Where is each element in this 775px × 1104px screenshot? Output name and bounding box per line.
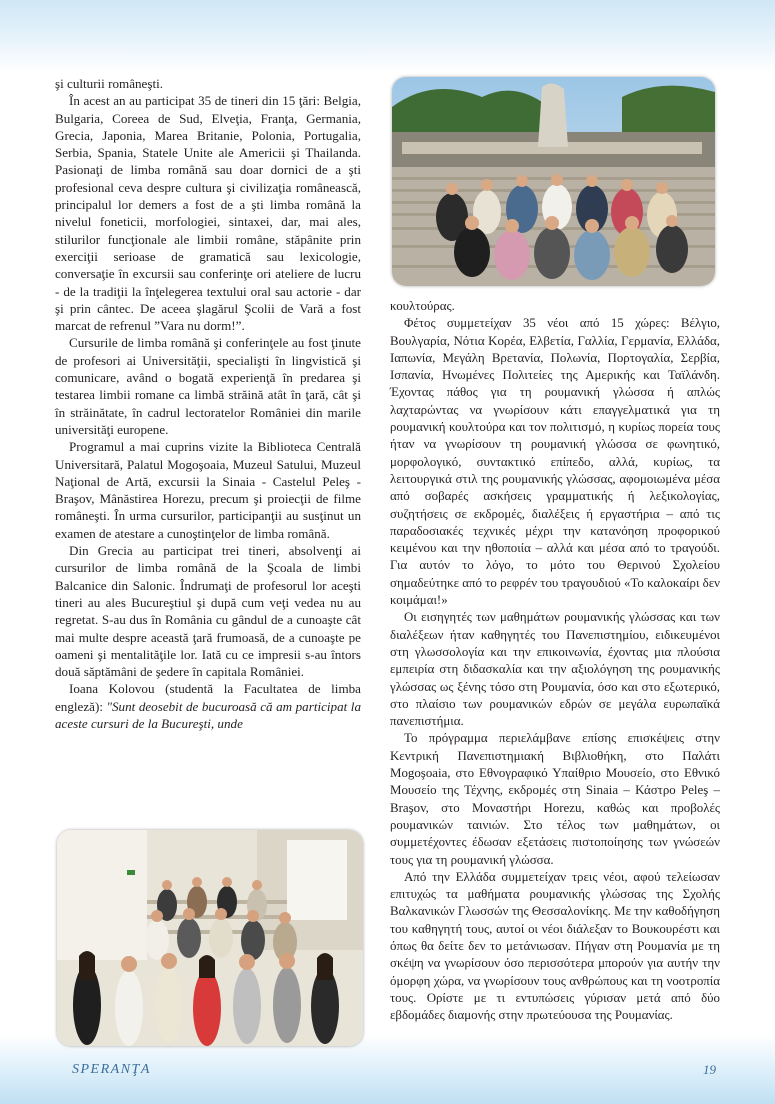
paragraph: În acest an au participat 35 de tineri din 15 ţări: Belgia, Bulgaria, Coreea de Sud, Elveţia, Franţa, Germania, Grecia, Japonia, Marea Britanie, Polonia, Portugalia, Serbia, Spania, Statele Unite ale Americii şi Thailanda. Pasionaţi de limba română sau doar dornici de a şti profesional ceva despre cultura şi civilizaţia românească, principalul lor demers a fost de a şti limba română la nivelul foneticii, morfologiei, sintaxei, dar, mai ales, stilurilor funcţionale ale limbii române, stăpânite prin exerciţii serioase de gramatică sau lexicologie, conversaţie în excursii sau conferinţe ori ateliere de lucru - de la tradiţii la înţelegerea textului oral sau actorie - dar şi prin cântec. De aceea şlagărul Şcolii de Vară a fost marcat de refrenul ”Vara nu dorm!”. bbox=[55, 93, 361, 334]
romanian-article-column bbox=[55, 75, 361, 732]
student-quote: "Sunt deosebit de bucuroasă că am participat la aceste cursuri de la Bucureşti, unde bbox=[55, 698, 361, 731]
indoor-stairs-photo-image bbox=[57, 830, 363, 1046]
palace-steps-photo-image bbox=[392, 77, 715, 286]
page-number: 19 bbox=[703, 1062, 716, 1077]
group-photo-indoor-stairs bbox=[57, 830, 363, 1046]
magazine-title: SPERANŢA bbox=[72, 1062, 151, 1077]
header-gradient-band bbox=[0, 0, 775, 72]
paragraph bbox=[55, 680, 361, 732]
paragraph: Οι εισηγητές των μαθημάτων ρουμανικής γλώσσας και των διαλέξεων ήταν καθηγητές του Πανεπιστημίου, ειδικευμένοι στη γλωσσολογία και την επικοινωνία, έχοντας μια πλούσια εμπειρία στη διδασκαλία και την αξιολόγηση της ρουμανικής γλώσσας ως ξένης τόσο στη Ρουμανία, όσο και στο εξωτερικό, στο πλαίσιο των ρουμανικών εδρών σε μεγάλα ευρωπαϊκά πανεπιστήμια. bbox=[390, 610, 720, 729]
greek-article-column bbox=[390, 298, 720, 1024]
paragraph: Το πρόγραμμα περιελάμβανε επίσης επισκέψεις στην Κεντρική Πανεπιστημιακή Βιβλιοθήκη, στο Παλάτι Mogoşoaia, στο Εθνογραφικό Υπαίθριο Μουσείο, στο Εθνικό Μουσείο της Τέχνης, εκδρομές στη Sinaia – Κάστρο Peleş – Braşov, στο Μοναστήρι Horezu, καθώς και προβολές ρουμανικών ταινιών. Στο τέλος των μαθημάτων, οι συμμετέχοντες έδωσαν εξετάσεις πιστοποίησης των γνώσεών τους για τη ρουμανική γλώσσα. bbox=[390, 731, 720, 867]
paragraph: κουλτούρας. bbox=[390, 299, 455, 313]
quote-intro: Ioana Kolovou (studentă la Facultatea de limba engleză): bbox=[55, 681, 361, 714]
group-photo-palace-steps bbox=[392, 77, 715, 286]
paragraph: Cursurile de limba română şi conferinţele au fost ţinute de profesori ai Universităţii, specialişti în lingvistică şi comunicare, având o bogată experienţă în predarea şi testarea limbii romane ca limbă străină atât în ţară, cât şi în străinătate, în cadrul lectoratelor României din marile universităţi europene. bbox=[55, 335, 361, 437]
paragraph: Φέτος συμμετείχαν 35 νέοι από 15 χώρες: Βέλγιο, Βουλγαρία, Νότια Κορέα, Ελβετία, Γαλλία, Γερμανία, Ελλάδα, Ιαπωνία, Μεγάλη Βρετανία, Πολωνία, Πορτογαλία, Σερβία, Ισπανία, Ηνωμένες Πολιτείες της Αμερικής και Ταϊλάνδη. Έχοντας πάθος για τη ρουμανική γλώσσα ή απλώς λαχταρώντας να γνωρίσουν κάτι επαγγελματικά για τη ρουμανική κουλτούρα και τον πολιτισμό, η κυρίως πορεία τους ήταν να γνωρίσουν τη ρουμανική γλώσσα σε φωνητικό, μορφολογικό, συντακτικό επίπεδο, αλλά, κυρίως, τα λειτουργικά στιλ της ρουμανικής γλώσσας, αφομοιωμένα μέσα από σοβαρές ασκήσεις γραμματικής ή λεξικολογίας, συζητήσεις σε εκδρομές, διαλέξεις ή εργαστήρια – από τις παραδοσιακές τεχνικές μέχρι την κατανόηση προφορικού κειμένου και την ηθοποιία – αλλά και μέσα από το τραγούδι. Για αυτόν το λόγο, το μότο του Θερινού Σχολείου σημαδεύτηκε από το ρεφρέν του τραγουδιού «Το καλοκαίρι δεν κοιμάμαι!» bbox=[390, 316, 720, 608]
paragraph: şi culturii româneşti. bbox=[55, 76, 164, 91]
paragraph: Din Grecia au participat trei tineri, absolvenţi ai cursurilor de limba română de la Şcoala de limbi Balcanice din Salonic. Îndrumaţi de profesorul lor aceşti tineri au ales Bucureştiul şi după cum veţi vedea nu au regretat. S-au dus în România cu gândul de a cunoaşte cât mai multe despre această ţară frumoasă, de a cunoaşte pe oameni şi mentalităţile lor. Iată cu ce impresii s-au întors două săptămâni de şedere în capitala României. bbox=[55, 543, 361, 680]
paragraph: Programul a mai cuprins vizite la Biblioteca Centrală Universitară, Palatul Mogoşoaia, Muzeul Satului, Muzeul Naţional de Artă, excursii la Sinaia - Castelul Peleş - Braşov, Mânăstirea Horezu, precum şi proiecţii de filme româneşti. În urma cursurilor, participanţii au susţinut un examen de atestare a cunoştinţelor de limba română. bbox=[55, 439, 361, 541]
paragraph: Από την Ελλάδα συμμετείχαν τρεις νέοι, αφού τελείωσαν επιτυχώς τα μαθήματα ρουμανικής γλώσσας της Σχολής Βαλκανικών Γλωσσών της Θεσσαλονίκης. Με την καθοδήγηση του καθηγητή τους, αυτοί οι νέοι διάλεξαν το Βουκουρέστι και όπως θα δείτε δεν το μετάνιωσαν. Πήγαν στη Ρουμανία με τη σκέψη να γνωρίσουν όσο περισσότερα μπορούν για αυτήν την όμορφη χώρα, να γνωρίσουν τους ανθρώπους και τη νοοτροπία τους. Ορίστε με τι εντυπώσεις γύρισαν μετά από δύο εβδομάδες διαμονής στην πρωτεύουσα της Ρουμανίας. bbox=[390, 869, 720, 1023]
